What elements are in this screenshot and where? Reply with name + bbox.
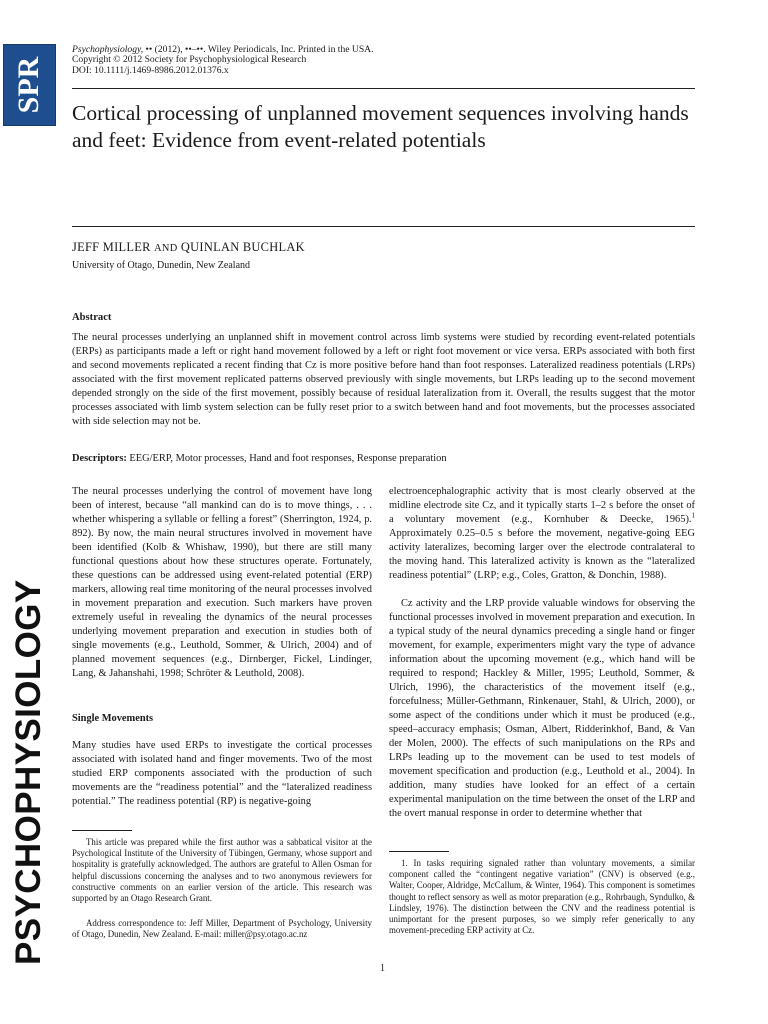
footnote-1: 1. In tasks requiring signaled rather than voluntary movements, a similar component called the “contingent negative variation” (CNV) is observed (e.g., Walter, Cooper, Aldridge, McCallum, & Winter, 1964). This component is sometimes thought to reflect sensory as well as motor preparation (e.g., Rohrbaugh, Syndulko, & Lindsley, 1976). The distinction between the CNV and the readiness potential is unimportant for the present purposes, so we simply refer generically to any movement-preceding ERP activity at Cz. — [389, 858, 695, 936]
right-col-para-1-cont: Approximately 0.25–0.5 s before the movement, negative-going EEG activity lateralizes, becoming larger over the electrode contralateral to the moving hand. This lateralized activity is known as the “lateralized readiness potential” (LRP; e.g., Coles, Gratton, & Donchin, 1988). — [389, 528, 695, 581]
footnote-rule-left — [72, 830, 132, 831]
citation-header — [72, 45, 672, 76]
society-logo — [3, 44, 56, 126]
right-col-para-1-text: electroencephalographic activity that is most clearly observed at the midline electrode site Cz, and it typically starts 1–2 s before the onset of a voluntary movement (e.g., Kornhuber & Deecke, 1965). — [389, 486, 695, 525]
authors — [72, 240, 305, 255]
right-col-para-2: Cz activity and the LRP provide valuable windows for observing the functional processes involved in movement preparation and execution. In a typical study of the neural dynamics preceding a single hand or finger movement, for example, experimenters might vary the type of advance information about the upcoming movement (e.g., which hand will be required to respond; Hackley & Miller, 1995; Leuthold, Sommer, & Ulrich, 1996), the characteristics of the movement itself (e.g., forcefulness; Müller-Gethmann, Rinkenauer, Stahl, & Ulrich, 2000), or some aspect of the conditions under which it must be produced (e.g., speed–accuracy emphasis; Osman, Albert, Ridderinkhof, Band, & Van der Molen, 2000). The effects of such manipulations on the RPs and LRPs leading up to the movement can be used to test models of movement specification and production (e.g., Leuthold et al., 2004). In addition, many studies have looked for an effect of a certain experimental manipulation on the time between the onset of the LRP and the overt manual response in order to determine whether that — [389, 598, 695, 819]
footnote-marker-1: 1 — [691, 511, 695, 520]
descriptors — [72, 453, 695, 464]
footnote-acknowledgment: This article was prepared while the first author was a sabbatical visitor at the Psychological Institute of the University of Tübingen, Germany, whose support and hospitality is gratefully acknowledged. The authors are grateful to Allen Osman for helpful discussions concerning the analyses and to two anonymous reviewers for constructive comments on an earlier version of the article. This research was supported by an Otago Research Grant. — [72, 837, 372, 904]
right-col-para-1 — [389, 485, 695, 583]
section-heading-single-movements: Single Movements — [72, 713, 154, 724]
author-2: QUINLAN BUCHLAK — [180, 240, 305, 254]
footnote-correspondence: Address correspondence to: Jeff Miller, Department of Psychology, University of Otago, Dunedin, New Zealand. E-mail: miller@psy.otago.ac.nz — [72, 918, 372, 940]
citation-copyright: Copyright © 2012 Society for Psychophysiological Research — [72, 54, 307, 66]
header-rule — [72, 88, 695, 89]
journal-name-vertical: PSYCHOPHYSIOLOGY — [9, 579, 48, 965]
article-title: Cortical processing of unplanned movement sequences involving hands and feet: Evidence from event-related potentials — [72, 101, 689, 152]
logo-letters: SPR — [12, 56, 45, 114]
affiliation: University of Otago, Dunedin, New Zealand — [72, 260, 251, 271]
author-1: JEFF MILLER — [72, 240, 151, 254]
abstract-text: The neural processes underlying an unplanned shift in movement control across limb systems were studied by recording event-related potentials (ERPs) as participants made a left or right hand movement followed by a left or right foot movement or vice versa. ERPs associated with both first and second movements replicated a recent finding that Cz is more positive before hand than foot responses. Lateralized readiness potentials (LRPs) associated with the first movement replicated patterns observed previously with single movements, but LRPs leading up to the second movement depended strongly on the side of the first movement, possibly because of residual lateralization from it. Overall, the results suggest that the motor processes associated with limb system selection can be fully reset prior to a switch between hand and foot movements, but the processes associated with side selection may not be. — [72, 332, 695, 427]
descriptors-text: EEG/ERP, Motor processes, Hand and foot responses, Response preparation — [126, 453, 447, 464]
page-number: 1 — [380, 963, 385, 974]
citation-journal: Psychophysiology, — [72, 44, 144, 55]
left-col-para-2: Many studies have used ERPs to investigate the cortical processes associated with isolated hand and finger movements. Two of the most studied ERP components associated with the production of such movements are the “readiness potential” and the “lateralized readiness potential.” The readiness potential (RP) is negative-going — [72, 740, 372, 807]
left-col-para-1: The neural processes underlying the control of movement have long been of interest, because “all mankind can do is to move things, . . . whether whispering a syllable or felling a forest” (Sherrington, 1924, p. 892). By now, the main neural structures involved in movement have been identified (Kolb & Whishaw, 1990), but there are still many functional questions about how these structures operate. Fortunately, these questions can be addressed using event-related potential (ERP) markers, allowing real time monitoring of the neural processes involved in movement preparation and execution. Such markers have proven extremely useful in revealing the dynamics of the neural processes underlying movement preparation and execution in studies both of single movements (e.g., Leuthold, Sommer, & Ulrich, 2004) and of planned movement sequences (e.g., Dirnberger, Fickel, Lindinger, Lang, & Jahanshahi, 1998; Schröter & Leuthold, 2008). — [72, 486, 372, 679]
title-rule — [72, 226, 695, 227]
footnote-rule-right — [389, 851, 449, 852]
citation-rest: •• (2012), ••–••. Wiley Periodicals, Inc. Printed in the USA. — [143, 44, 374, 55]
spr-logo-mark — [4, 45, 55, 125]
authors-and: AND — [154, 243, 178, 254]
abstract-heading: Abstract — [72, 312, 112, 323]
descriptors-label: Descriptors: — [72, 453, 127, 464]
citation-doi: DOI: 10.1111/j.1469-8986.2012.01376.x — [72, 64, 229, 76]
